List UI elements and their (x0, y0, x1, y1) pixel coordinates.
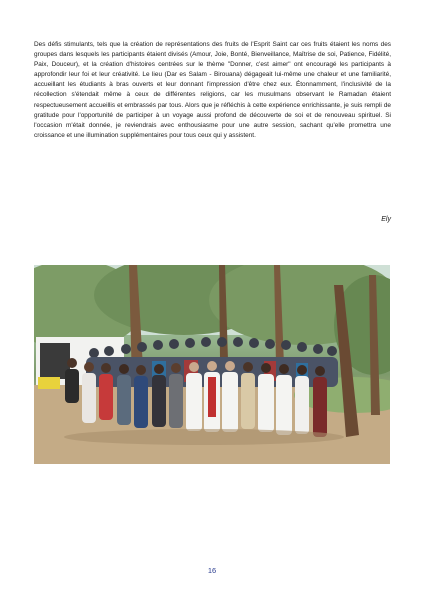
page-number: 16 (207, 566, 217, 575)
group-photo (34, 265, 390, 464)
article-body (34, 40, 391, 141)
group-photo-illustration (34, 265, 390, 464)
author-signature: Ely (381, 216, 391, 223)
article-paragraph: Des défis stimulants, tels que la création de représentations des fruits de l'Esprit Saint car ces fruits étaient les noms des groupes dans lesquels les participants étaient divisés (Amour, Joie, Bonté, Bienveillance, Maîtrise de soi, Patience, Fidélité, Paix, Douceur), et la création d'histoires centrées sur le thème "Donner, c'est aimer" ont encouragé les participants à approfondir leur foi et leur créativité. Le lieu (Dar es Salam - Birouana) dégageait lui-même une chaleur et une familiarité, accueillant les étudiants à bras ouverts et leur donnant l'impression d'être chez eux. Étonnamment, l'inclusivité de la récollection s'étendait même à ceux de différentes religions, car les musulmans observant le Ramadan étaient respectueusement accueillis et embrassés par tous. Alors que je réfléchis à cette expérience enrichissante, je suis rempli de gratitude pour l'opportunité de participer à un voyage aussi profond de découverte de soi et de renouveau spirituel. Si l'occasion m'était donnée, je reviendrais avec enthousiasme pour une autre session, sachant qu'elle promettra une croissance et une illumination supplémentaires pour tous ceux qui y assistent. (34, 41, 391, 139)
